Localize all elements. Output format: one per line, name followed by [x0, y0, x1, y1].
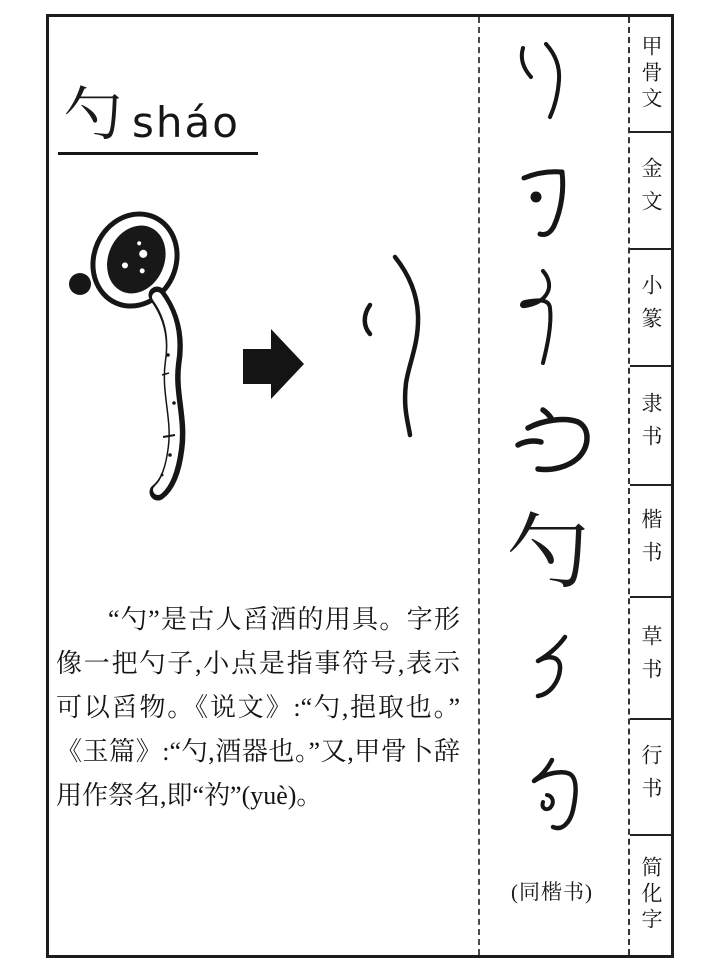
arrow-right-icon: [243, 329, 304, 399]
sidebar-cell-xingshu: [630, 720, 672, 836]
spoon-bowl: [78, 205, 191, 320]
sidebar-label: 小篆: [639, 274, 663, 341]
title-underline: [58, 152, 258, 155]
dot-marker-icon: [69, 273, 91, 295]
sidebar-cell-caoshu: [630, 598, 672, 720]
description-line: 像一把勺子,小点是指事符号,表示: [56, 649, 460, 678]
description-line: 《玉篇》:“勺,酒器也。”又,甲骨卜辞: [56, 737, 460, 766]
sidebar-label: 金文: [639, 157, 663, 224]
sidebar-cell-jinwen: [630, 133, 672, 251]
sidebar-cell-jianhuazi: [630, 836, 672, 955]
running-script-glyph: [518, 752, 582, 836]
spoon-illustration: [58, 205, 442, 501]
headword-pinyin: sháo: [132, 98, 240, 147]
sidebar-label: 行书: [639, 743, 663, 810]
cursive-script-glyph: [528, 630, 578, 706]
description-line: “勺”是古人舀酒的用具。字形: [108, 605, 460, 634]
main-column-divider: [478, 17, 480, 955]
headword-character: 勺: [64, 82, 123, 147]
oracle-script-glyph: [503, 36, 573, 124]
sidebar-cell-lishu: [630, 367, 672, 486]
sidebar-label: 楷书: [639, 507, 663, 574]
regular-script-char: 勺: [506, 507, 589, 598]
description-line: 可以舀物。《说文》:“勺,挹取也。”: [56, 693, 460, 722]
simplified-note: (同楷书): [511, 880, 593, 904]
seal-script-glyph: [516, 263, 566, 369]
clerical-script-glyph: [510, 398, 598, 476]
spoon-handle: [157, 295, 177, 492]
description-paragraph: [56, 598, 460, 818]
sidebar-label: 隶书: [639, 392, 663, 459]
sidebar-cell-kaishu: [630, 486, 672, 598]
sidebar-label: 草书: [639, 624, 663, 691]
sidebar-cell-xiaozhuan: [630, 250, 672, 367]
sidebar-label: 甲骨文: [639, 34, 663, 113]
sidebar-cell-jiaguwen: [630, 17, 672, 133]
oracle-glyph-large: [365, 257, 418, 435]
bronze-script-glyph: [510, 160, 572, 244]
script-style-sidebar: [630, 17, 672, 955]
description-line: 用作祭名,即“礿”(yuè)。: [56, 781, 323, 810]
sidebar-label: 简化字: [639, 856, 663, 935]
